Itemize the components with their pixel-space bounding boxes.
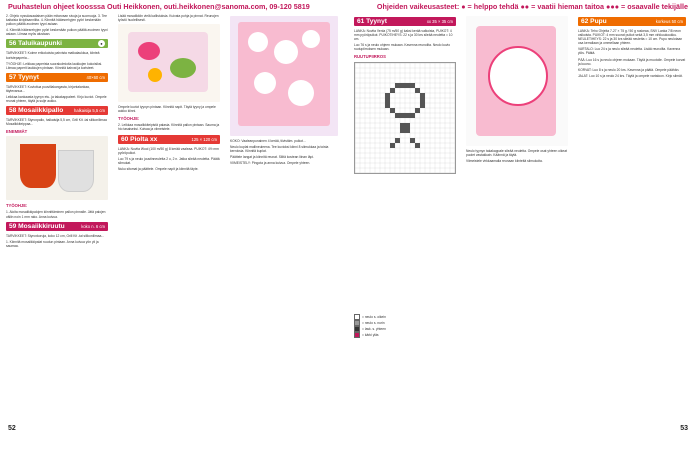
right-page-number: 53 <box>680 425 688 432</box>
legend-item-2: = neulo s. nurin <box>354 320 386 326</box>
legend-item-1: = neulo s. oikein <box>354 314 386 320</box>
bubble-text: KOKO: Vaaleanpunainen 4 kerää, tiivistäm. puikot... <box>230 139 306 143</box>
chart-cell <box>390 108 395 113</box>
legend-item-4: = kärki yläs <box>354 332 386 338</box>
bubble-photo <box>230 16 338 136</box>
chart-cell <box>415 88 420 93</box>
chart-cell <box>400 123 405 128</box>
chart-legend <box>354 314 386 338</box>
garter-label: RUUTUPIIRROS <box>354 54 386 60</box>
chart-cell <box>400 128 405 133</box>
knit-chart-svg <box>355 63 455 173</box>
left-column-3: KOKO: Vaaleanpunainen 4 kerää, tiivistäm. puikot... Neulo kuplat mallineuleena. Tee kuvioksi kiinni 8 silmukkaa ja toista kerroksia. Kiinnitä kuplat. Päättele langat ja kiinnitä reunat. Silitä kostean liinan läpi. VIIMEISTELY: Pingota ja anna kuivua. Ompele yhteen. <box>230 14 338 167</box>
section-56: 56 Taluikaupunki ● <box>6 39 108 48</box>
chart-cell <box>385 93 390 98</box>
right-text-block: LANKA: Novita Venla (75 m/50 g) kaksi kerää valkoista, PUIKOT: 4 mm pyöröpuikot. PUIKOTIHEYS: 22 s ja 30 krs sileää neuletta = 10 cm. <box>354 29 453 42</box>
section-56-text: TARVIKKEET: Kolme erikokoista pahvista matkalaukkua, kiinteä koristepaperia... <box>6 51 100 60</box>
section-58-text: TARVIKKEET: Styroxpallo, halkaisija 5,5 cm, Grill Kit -tai silikonilimaa Mosaiikkiteippaa... <box>6 118 107 127</box>
section-57: 57 Tyynyt 40×60 cm <box>6 73 108 82</box>
ohjeet-heading-2: TYÖOHJE: <box>118 116 140 122</box>
page-header-left: Puuhastelun ohjeet koosssa Outi Heikkonen, outi.heikkonen@sanoma.com, 09-120 5819 <box>8 2 310 11</box>
chart-cell <box>405 113 410 118</box>
section-60: 60 Piolta xx 125 × 120 cm <box>118 135 220 144</box>
chart-cell <box>390 88 395 93</box>
chart-cell <box>385 98 390 103</box>
chart-cell <box>400 83 405 88</box>
section-56-steps: TYÖOHJE: Leikkaa paperista suorakulmioita laukkujen kokoisiksi. Liimaa paperit laukkujen pintaan. Kiinnitä kahvat ja koristeet. <box>6 61 103 70</box>
pillow-yarn-text: LANKA: Novita Wool (100 m/50 g) 8 kerää vaaleaa. PUIKOT: 4½ mm pyöröpuikot. <box>118 146 219 155</box>
pot-photo <box>6 136 108 200</box>
chart-cell <box>420 98 425 103</box>
section-61: 61 Tyynyt xx 35 × 35 cm <box>354 17 456 26</box>
chart-cell <box>410 113 415 118</box>
chart-cell <box>395 138 400 143</box>
knit-photo <box>466 16 568 146</box>
right-column-1: 61 Tyynyt xx 35 × 35 cm LANKA: Novita Venla (75 m/50 g) kaksi kerää valkoista, PUIKOT: 4 mm pyöröpuikot. PUIKOTIHEYS: 22 s ja 30 krs sileää neuletta = 10 cm. Luo 76 s ja neulo ohjeen mukaan. Kavenna reunoilta. Neulo kuvio ruutupiirroksen mukaan. RUUTUPIIRROS = neulo s. oikein = neulo s. nurin = lask. s. yhteen = kärki yläs <box>354 14 456 177</box>
intro-text: 2. Ohjelo nyssäosaalaisen pään mitarvaan sivuja ja suomuoja. 3. Tee kaltaisia kivipiisanniilta. 4. Kiinnitä hääesrehyjen pyöri keskenään puikon päältä avoimen tyyni asiaan. <box>6 14 107 27</box>
right-column-3: 62 Pupu korkeus 50 cm LANKA: Teho Ohjeita 7-27 × 75 g / 50 g ruskeaa, SNV Lanka 7/8 neon valkoista. PUIKOT: 4 mm suorat puikot sekä 3,5 mm virkkuukoukku. NEULETIHEYS: 22 s ja 30 krs sileää neuletta = 10 cm. Pupu neulotaan osa kerrallaan ja ommellaan yhteen. VARTALO: Luo 24 s ja neulo sileää neuletta. Lisää reunoilta. Kavenna ylös. Päätä. PÄÄ: Luo 16 s ja neulo ohjeen mukaan. Täytä ja muotoile. Ompele korvat ja kuono. KORVAT: Luo 8 s ja neulo 20 krs. Kavenna ja päätä. Ompele päähän. JALAT: Luo 10 s ja neulo 24 krs. Täytä ja ompele vartaloon. Kirjo silmät. <box>578 18 686 78</box>
left-column-1: 2. Ohjelo nyssäosaalaisen pään mitarvaan sivuja ja suomuoja. 3. Tee kaltaisia kivipiisanniilta. 4. Kiinnitä hääesrehyjen pyöri keskenään puikon päältä avoimen tyyni asiaan. 4. Kiinnitä hääesrehyjen pyöri keskenään puikon päältä avoimen tyyni asiaan. Liimaa myös alustaan. 56 Taluikaupunki ● TARVIKKEET: Kolme erikokoista pahvista matkalaukkua, kiinteä koristepaperia... TYÖOHJE: Leikkaa paperista suorakulmioita laukkujen kokoisiksi. Liimaa paperit laukkujen pintaan. Kiinnitä kahvat ja koristeet. 57 Tyynyt 40×60 cm TARVIKKEET: Kuvioitua puuvillakangasta, kirjontalankaa, täytevanua... Leikkaa kankaasta tyynyn etu- ja takakappaleet. Kirjo kuviot. Ompele reunat yhteen, täytä ja sulje aukko. 58 Mosaiikkipallo halkaisija 5,5 cm TARVIKKEET: Styroxpallo, halkaisija 5,5 cm, Grill Kit -tai silikonilimaa Mosaiikkiteippaa... ENEMMÄT TYÖOHJE: 1. Aloita mosaiikkipalojen kiinnittäminen pallon pinnalle. Jätä palojen väliin noin 1 mm rako. Anna kuivua. 59 Mosaiikkiruutu koko n. 6 cm TARVIKKEET: Styroxkoruja, koko 12 cm, Grill Kit -tai silikonilimaa... 1. Kiinnitä mosaiikkipalat ruudun pintaan. Anna kuivua yön yli ja saumaa. <box>6 14 108 248</box>
chart-cell <box>405 83 410 88</box>
left-column-2: Lisää mosaiikkiin vielä kallistuksia. Kuivata pohja ja pinnat. Reunojen työstö huolellisesti. Ompele kuviot tyynyn pintaan. Kiinnitä napit. Täytä tyyny ja ompele aukko kiinni. TYÖOHJE: 2. Leikkaa mosaiikkiteipistä palasia. Kiinnitä pallon pintaan. Sauma ja hio tasaiseksi. Kuivaa ja viimeistele. 60 Piolta xx 125 × 120 cm LANKA: Novita Wool (100 m/50 g) 8 kerää vaaleaa. PUIKOT: 4½ mm pyöröpuikot. Luo 79 s ja neulo joustinneuletta 2 o, 2 n. Jatka sileää neuletta. Päätä silmukat. Nuku sitomat ja päättele. Ompele napit ja kiinnitä täyte. <box>118 14 220 171</box>
chart-cell <box>415 108 420 113</box>
right-column-2: Neulo tyynyn takakappale sileää neuletta. Ompele osat yhteen oikeat puolet vastakkain. Käännä ja täytä. Viimeistele virkkaamalla reunaan kiinteitä silmukoita. <box>466 14 568 165</box>
chart-cell <box>410 83 415 88</box>
difficulty-icon: ● <box>98 40 105 47</box>
legend-item-3: = lask. s. yhteen <box>354 326 386 332</box>
chart-cell <box>400 113 405 118</box>
left-page <box>6 14 342 434</box>
chart-cell <box>410 138 415 143</box>
ohjeet-heading-1: TYÖOHJE: <box>6 203 28 209</box>
chart-cell <box>395 83 400 88</box>
pupu-text: LANKA: Teho Ohjeita 7-27 × 75 g / 50 g ruskeaa, SNV Lanka 7/8 neon valkoista. PUIKOT: 4 mm suorat puikot sekä 3,5 mm virkkuukoukku. NEULETIHEYS: 22 s ja 30 krs sileää neuletta = 10 cm. Pupu neulotaan osa kerrallaan ja ommellaan yhteen. <box>578 29 683 46</box>
chart-cell <box>415 143 420 148</box>
left-page-number: 52 <box>8 425 16 432</box>
section-59: 59 Mosaiikkiruutu koko n. 6 cm <box>6 222 108 231</box>
chart-cell <box>395 113 400 118</box>
section-57-text: TARVIKKEET: Kuvioitua puuvillakangasta, kirjontalankaa, täytevanua... <box>6 84 90 93</box>
pillow-photo <box>118 24 220 102</box>
coaster-heading: ENEMMÄT <box>6 129 28 135</box>
section-62: 62 Pupu korkeus 50 cm <box>578 17 686 26</box>
intro-text-2: 4. Kiinnitä hääesrehyjen pyöri keskenään puikon päältä avoimen tyyni asiaan. Liimaa myös alustaan. <box>6 28 108 37</box>
knit-chart <box>354 62 456 174</box>
chart-cell <box>420 93 425 98</box>
chart-cell <box>405 128 410 133</box>
right-page <box>354 14 690 434</box>
chart-cell <box>390 143 395 148</box>
chart-cell <box>385 103 390 108</box>
page-header-right: Ohjeiden vaikeusasteet: ● = helppo tehdä ●● = vaatii hieman taitoa ●●● = osaavalle tekijälle <box>376 2 688 11</box>
chart-cell <box>420 103 425 108</box>
chart-cell <box>405 123 410 128</box>
section-58: 58 Mosaiikkipallo halkaisija 5,5 cm <box>6 106 108 115</box>
section-59-text: TARVIKKEET: Styroxkoruja, koko 12 cm, Grill Kit -tai silikonilimaa... <box>6 233 105 238</box>
